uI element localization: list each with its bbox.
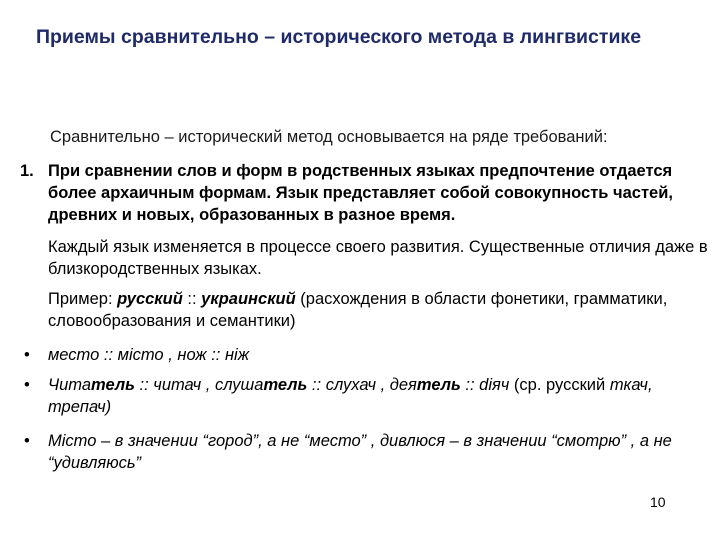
example-prefix: Пример:	[48, 290, 118, 308]
meaning-text: – в значении	[96, 432, 203, 450]
meaning-text: – в значении	[445, 432, 552, 450]
word-stem: Чита	[48, 376, 92, 394]
word-slukhach: слухач	[325, 376, 376, 394]
word-mesto: место	[48, 346, 100, 364]
suffix-highlight: тель	[416, 376, 461, 394]
separator: ::	[460, 376, 480, 394]
requirement-1: При сравнении слов и форм в родственных языках предпочтение отдается более архаичным формам. Язык представляет собой совокупность частей, древних и новых, образованных в разное время.	[48, 162, 673, 224]
intro-text: Сравнительно – исторический метод основывается на ряде требований:	[50, 128, 608, 146]
quoted-word: “город”	[202, 432, 259, 450]
meaning-text: , а не	[258, 432, 304, 450]
quoted-word: “смотрю”	[551, 432, 627, 450]
comma: ,	[366, 432, 380, 450]
word-dyvlyusya: дивлюся	[379, 432, 446, 450]
item-number: 1.	[20, 162, 34, 180]
word-diyach: diяч	[479, 376, 510, 394]
meaning-text: , а не	[626, 432, 672, 450]
bullet-2	[48, 374, 708, 418]
bullet-dot: •	[24, 346, 30, 364]
quoted-word: “место”	[303, 432, 367, 450]
suffix-highlight: тель	[263, 376, 308, 394]
page-number: 10	[650, 494, 666, 510]
example-lang-russian: русский	[117, 290, 183, 308]
separator: ::	[134, 376, 154, 394]
word-stem: слуша	[214, 376, 264, 394]
bullet-3	[48, 430, 708, 474]
suffix-highlight: тель	[91, 376, 135, 394]
word-nozh: нож	[177, 346, 207, 364]
example-lang-ukrainian: украинский	[201, 290, 296, 308]
word-misto: Місто	[48, 432, 97, 450]
word-misto: місто	[117, 346, 164, 364]
word-nizh: ніж	[224, 346, 250, 364]
slide-title: Приемы сравнительно – исторического метода в лингвистике	[36, 26, 642, 48]
comma: ,	[376, 376, 390, 394]
quoted-word: “удивляюсь”	[48, 454, 142, 472]
separator: ::	[206, 346, 225, 364]
word-chytach: читач	[153, 376, 202, 394]
bullet-dot: •	[24, 376, 30, 394]
comma: ,	[163, 346, 178, 364]
comparison-note-words: ткач, трепач)	[48, 376, 653, 416]
bullet-dot: •	[24, 432, 30, 450]
example-paragraph	[48, 288, 708, 332]
bullet-1	[48, 344, 708, 366]
separator: ::	[307, 376, 326, 394]
language-change-paragraph: Каждый язык изменяется в процессе своего развития. Существенные отличия даже в близкородственных языках.	[48, 238, 708, 278]
example-separator: ::	[182, 290, 202, 308]
word-stem: дея	[389, 376, 417, 394]
comparison-note: (ср. русский	[509, 376, 610, 394]
example-note: (расхождения в области фонетики, грамматики, словообразования и семантики)	[48, 290, 668, 330]
comma: ,	[201, 376, 215, 394]
separator: ::	[99, 346, 118, 364]
